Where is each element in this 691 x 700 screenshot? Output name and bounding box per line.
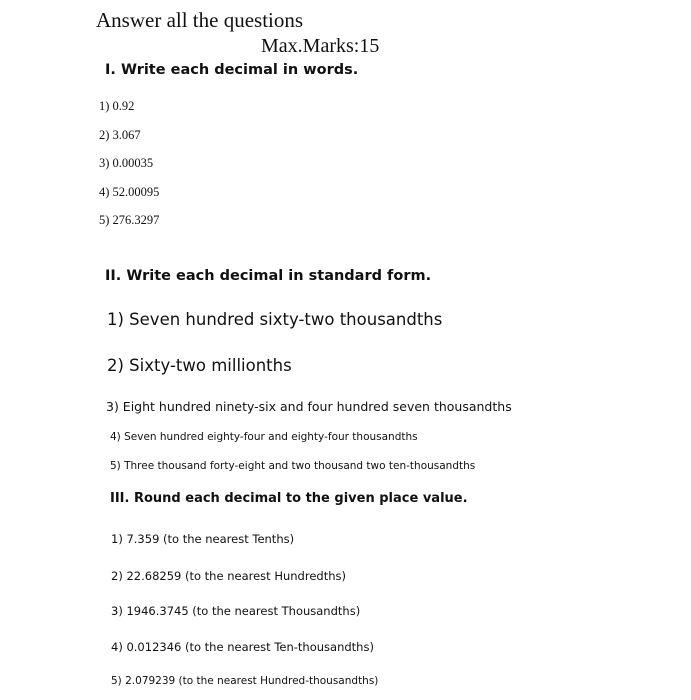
section-1-question-4: 4) 52.00095 [99,185,160,199]
section-3-question-5: 5) 2.079239 (to the nearest Hundred-thousandths) [111,675,379,687]
section-3-question-1: 1) 7.359 (to the nearest Tenths) [111,532,295,546]
section-1-question-5: 5) 276.3297 [99,213,160,227]
section-2-question-4: 4) Seven hundred eighty-four and eighty-four thousandths [110,431,418,443]
section-3-question-2: 2) 22.68259 (to the nearest Hundredths) [111,569,346,583]
section-1-question-1: 1) 0.92 [99,99,135,113]
section-2-question-3: 3) Eight hundred ninety-six and four hundred seven thousandths [106,399,512,414]
section-2-question-5: 5) Three thousand forty-eight and two thousand two ten-thousandths [110,460,476,472]
section-2-heading: II. Write each decimal in standard form. [105,268,432,284]
max-marks: Max.Marks:15 [261,35,380,57]
section-2-question-2: 2) Sixty-two millionths [107,356,292,375]
section-3-heading: III. Round each decimal to the given place value. [110,491,468,506]
section-2-question-1: 1) Seven hundred sixty-two thousandths [107,310,443,329]
section-1-question-3: 3) 0.00035 [99,156,154,170]
section-1-question-2: 2) 3.067 [99,128,141,142]
section-3-question-3: 3) 1946.3745 (to the nearest Thousandths) [111,604,361,618]
section-3-question-4: 4) 0.012346 (to the nearest Ten-thousandths) [111,640,374,654]
section-1-heading: I. Write each decimal in words. [105,62,359,78]
page-title: Answer all the questions [96,8,304,32]
